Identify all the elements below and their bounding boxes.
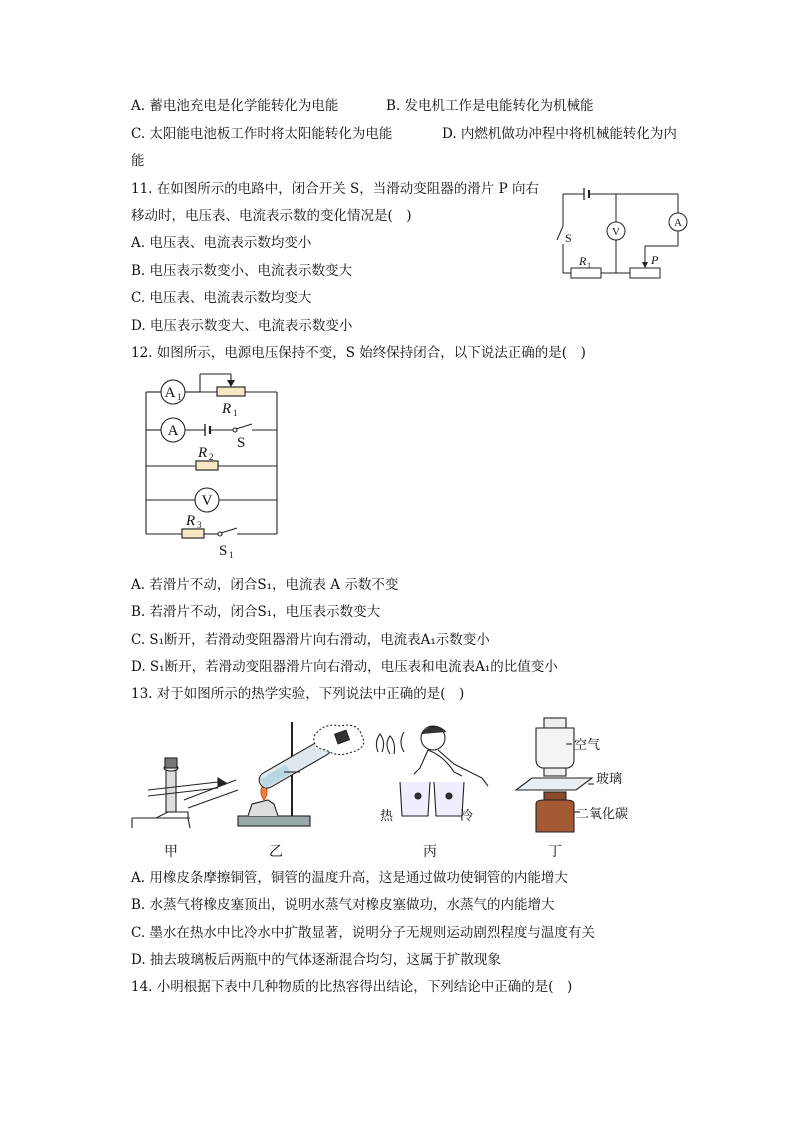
q13-option-d: D. 抽去玻璃板后两瓶中的气体逐渐混合均匀，这属于扩散现象 — [131, 952, 501, 968]
q10-option-a: A. 蓄电池充电是化学能转化为电能 — [131, 98, 339, 114]
q12-v-label: V — [201, 493, 213, 509]
q12-r1-sub: 1 — [233, 408, 238, 418]
q10-option-c: C. 太阳能电池板工作时将太阳能转化为电能 — [131, 126, 393, 142]
experiment-yi — [238, 722, 364, 826]
q11-voltmeter-label: V — [612, 226, 620, 238]
q12-option-a: A. 若滑片不动，闭合S₁，电流表 A 示数不变 — [131, 577, 399, 593]
glass-label: 玻璃 — [596, 771, 623, 786]
panel-label-jia: 甲 — [164, 845, 178, 860]
q10-option-d-cont: 能 — [131, 153, 145, 169]
q11-ammeter-label: A — [674, 217, 682, 229]
q12-a1-label: A — [164, 385, 176, 401]
q12-option-b: B. 若滑片不动，闭合S₁，电压表示数变大 — [131, 604, 381, 620]
panel-label-yi: 乙 — [269, 845, 283, 860]
experiment-bing — [376, 726, 488, 816]
q12-stem: 12. 如图所示，电源电压保持不变，S 始终保持闭合，以下说法正确的是( ) — [131, 345, 586, 361]
q11-switch-label: S — [565, 231, 572, 245]
q12-r2-sub: 2 — [209, 452, 214, 462]
q12-s-label: S — [237, 435, 246, 451]
q13-experiments-figure — [128, 712, 648, 864]
q12-option-c: C. S₁断开，若滑动变阻器滑片向右滑动，电流表A₁示数变小 — [131, 632, 490, 648]
experiment-jia — [132, 758, 238, 828]
q12-r3-sub: 3 — [197, 520, 202, 530]
q11-resistor-sub: 1 — [587, 261, 591, 270]
q12-a-label: A — [167, 423, 179, 439]
q13-stem: 13. 对于如图所示的热学实验，下列说法中正确的是( ) — [131, 686, 465, 702]
q12-circuit-figure — [140, 366, 300, 564]
panel-label-bing: 丙 — [423, 845, 437, 860]
q11-circuit-figure — [545, 180, 705, 285]
q12-r3-label: R — [186, 513, 196, 529]
q11-option-c: C. 电压表、电流表示数均变大 — [131, 290, 312, 306]
q11-slider-label: P — [651, 253, 659, 267]
q12-r2-label: R — [198, 445, 208, 461]
co2-label: 二氧化碳 — [576, 806, 629, 821]
q11-resistor-label: R — [579, 254, 587, 268]
q13-option-b: B. 水蒸气将橡皮塞顶出，说明水蒸气对橡皮塞做功，水蒸气的内能增大 — [131, 897, 555, 913]
air-label: 空气 — [574, 737, 601, 752]
q12-a1-sub: 1 — [177, 392, 182, 402]
q11-stem-line1: 11. 在如图所示的电路中，闭合开关 S，当滑动变阻器的滑片 P 向右 — [131, 181, 539, 197]
q12-option-d: D. S₁断开，若滑动变阻器滑片向右滑动，电压表和电流表A₁的比值变小 — [131, 659, 558, 675]
q11-option-d: D. 电压表示数变大、电流表示数变小 — [131, 318, 353, 334]
q10-option-d: D. 内燃机做功冲程中将机械能转化为内 — [442, 126, 677, 142]
cold-label: 冷 — [460, 808, 474, 823]
q13-option-a: A. 用橡皮条摩擦铜管，铜管的温度升高，这是通过做功使铜管的内能增大 — [131, 870, 568, 886]
q10-option-b: B. 发电机工作是电能转化为机械能 — [386, 98, 594, 114]
q12-s1-sub: 1 — [229, 550, 234, 560]
q11-option-b: B. 电压表示数变小、电流表示数变大 — [131, 263, 353, 279]
q11-option-a: A. 电压表、电流表示数均变小 — [131, 235, 312, 251]
hot-label: 热 — [380, 808, 394, 823]
q11-stem-line2: 移动时，电压表、电流表示数的变化情况是( ) — [131, 208, 412, 224]
q14-stem: 14. 小明根据下表中几种物质的比热容得出结论，下列结论中正确的是( ) — [131, 979, 573, 995]
q13-option-c: C. 墨水在热水中比冷水中扩散显著，说明分子无规则运动剧烈程度与温度有关 — [131, 925, 595, 941]
q12-r1-label: R — [222, 401, 232, 417]
q12-s1-label: S — [219, 543, 228, 559]
panel-label-ding: 丁 — [548, 845, 562, 860]
